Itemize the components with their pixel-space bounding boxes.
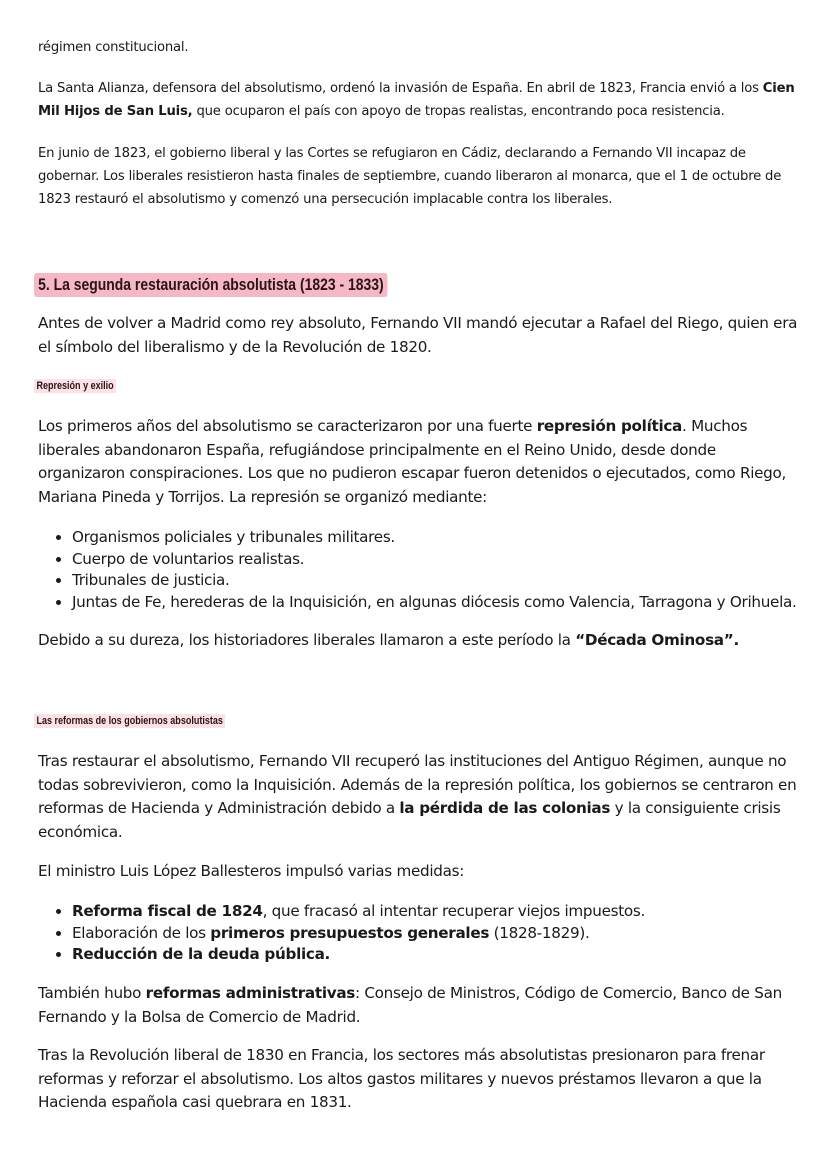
paragraph: El ministro Luis López Ballesteros impulsó varias medidas: — [38, 862, 465, 880]
bold-text: Cien Mil Hijos de San Luis, — [38, 81, 795, 119]
text: La Santa Alianza, defensora del absolutismo, ordenó la invasión de España. En abril de 1823, Francia envió a los — [38, 81, 763, 96]
text: y la consiguiente crisis económica. — [38, 799, 781, 841]
section-heading: 5. La segunda restauración absolutista (1823 - 1833) — [34, 273, 388, 297]
list-item: • Elaboración de los primeros presupuestos generales (1828-1829). — [72, 923, 828, 945]
bold-text: represión política — [536, 417, 683, 435]
list-item: • Juntas de Fe, herederas de la Inquisición, en algunas diócesis como Valencia, Tarragona y Orihuela. — [72, 592, 828, 614]
list-item: • Tribunales de justicia. — [72, 570, 828, 592]
bold-text: la pérdida de las colonias — [399, 799, 611, 817]
list-item: • Reducción de la deuda pública. — [72, 944, 828, 966]
bold-text: “Década Ominosa”. — [575, 631, 739, 649]
bullet-list — [38, 527, 828, 613]
paragraph: En junio de 1823, el gobierno liberal y las Cortes se refugiaron en Cádiz, declarando a Fernando VII incapaz de gobernar. Los liberales resistieron hasta finales de septiembre, cuando liberaron al monarca, que el 1 de octubre de 1823 restauró el absolutismo y comenzó una persecución implacable contra los liberales. — [38, 146, 782, 207]
paragraph: Tras la Revolución liberal de 1830 en Francia, los sectores más absolutistas presionaron para frenar reformas y reforzar el absolutismo. Los altos gastos militares y nuevos préstamos llevaron a que la Hacienda española casi quebrara en 1831. — [38, 1046, 765, 1111]
subheading: Las reformas de los gobiernos absolutistas — [34, 714, 225, 728]
text: Los primeros años del absolutismo se caracterizaron por una fuerte — [38, 417, 537, 435]
paragraph — [38, 77, 798, 123]
paragraph — [38, 415, 798, 509]
paragraph — [38, 750, 798, 844]
text: Tras restaurar el absolutismo, Fernando VII recuperó las instituciones del Antiguo Régimen, aunque no todas sobrevivieron, como la Inquisición. Además de la represión política, los gobiernos se centraron en reformas de Hacienda y Administración debido a — [38, 752, 797, 817]
paragraph: régimen constitucional. — [38, 40, 189, 55]
list-item: • Reforma fiscal de 1824, que fracasó al intentar recuperar viejos impuestos. — [72, 901, 828, 923]
paragraph: Antes de volver a Madrid como rey absoluto, Fernando VII mandó ejecutar a Rafael del Riego, quien era el símbolo del liberalismo y de la Revolución de 1820. — [38, 314, 798, 356]
bullet-list — [38, 901, 828, 966]
bold-text: reformas administrativas — [145, 984, 356, 1002]
list-item: • Cuerpo de voluntarios realistas. — [72, 549, 828, 571]
paragraph — [38, 982, 798, 1029]
text: que ocuparon el país con apoyo de tropas realistas, encontrando poca resistencia. — [192, 104, 725, 119]
text: Debido a su dureza, los historiadores liberales llamaron a este período la — [38, 631, 576, 649]
paragraph — [38, 629, 798, 653]
subheading: Represión y exilio — [34, 379, 116, 393]
text: . Muchos liberales abandonaron España, refugiándose principalmente en el Reino Unido, desde donde organizaron conspiraciones. Los que no pudieron escapar fueron detenidos o ejecutados, como Riego, Mariana Pineda y Torrijos. La represión se organizó mediante: — [38, 417, 787, 506]
list-item: • Organismos policiales y tribunales militares. — [72, 527, 828, 549]
text: : Consejo de Ministros, Código de Comercio, Banco de San Fernando y la Bolsa de Comercio de Madrid. — [38, 984, 782, 1026]
text: También hubo — [38, 984, 146, 1002]
